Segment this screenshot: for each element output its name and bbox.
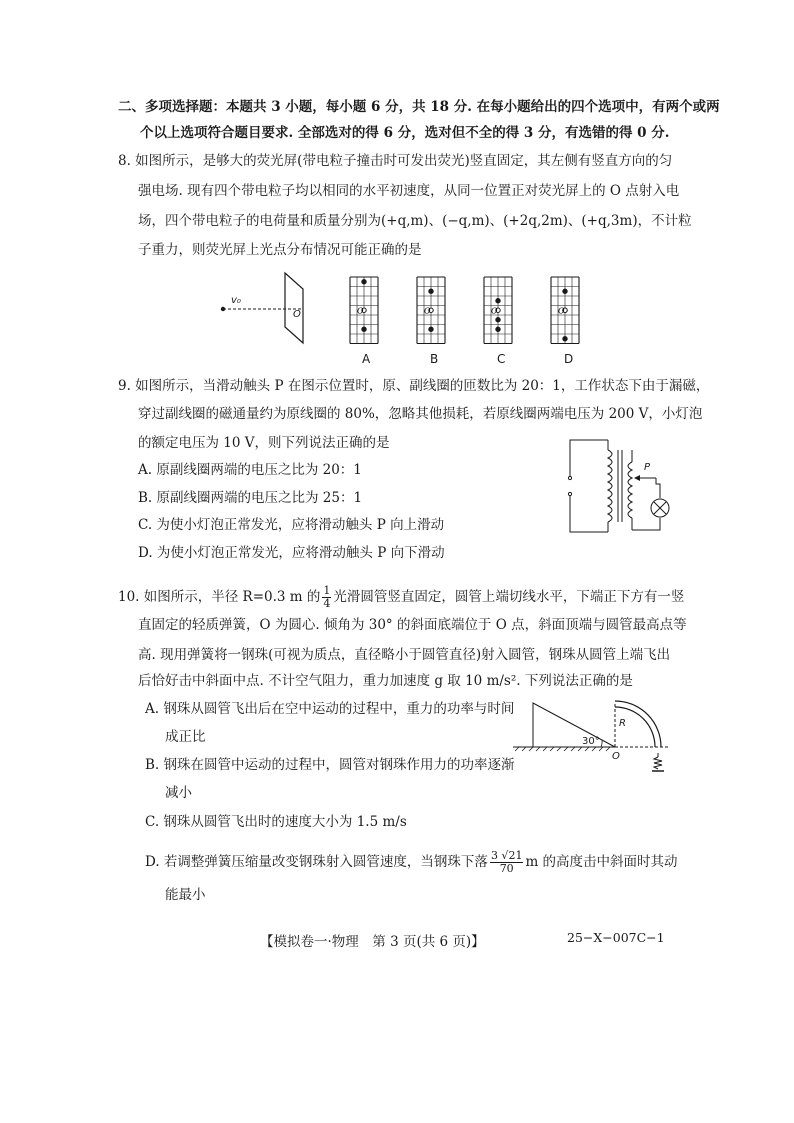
q10-option-c: C. 钢珠从圆管飞出时的速度大小为 1.5 m/s (145, 814, 407, 830)
q8-light-spot (429, 327, 433, 331)
q9-option-b: B. 原副线圈两端的电压之比为 25：1 (138, 490, 363, 506)
q8-line1: 8. 如图所示，是够大的荧光屏(带电粒子撞击时可发出荧光)竖直固定，其左侧有竖直方向的匀 (118, 153, 673, 169)
q8-light-spot (563, 289, 567, 293)
q10-angle-label: 30° (582, 736, 600, 747)
q9-option-c: C. 为使小灯泡正常发光，应将滑动触头 P 向上滑动 (138, 517, 445, 533)
q9-option-a: A. 原副线圈两端的电压之比为 20：1 (138, 462, 362, 478)
q10-option-a-line2: 成正比 (165, 729, 206, 745)
q10-frac-num: 1 (323, 584, 331, 597)
q8-option-grids (350, 277, 590, 347)
q8-light-spot (362, 280, 366, 284)
q10-quarter-fraction (322, 585, 331, 610)
q8-option-c-label: C (497, 352, 506, 366)
q9-transformer-figure (560, 432, 682, 540)
q9-line3: 的额定电压为 10 V，则下列说法正确的是 (138, 435, 390, 451)
q8-light-spot (429, 289, 433, 293)
q10-line1-a: 10. 如图所示，半径 R=0.3 m 的 (118, 589, 321, 605)
q9-option-d: D. 为使小灯泡正常发光，应将滑动触头 P 向下滑动 (138, 545, 445, 561)
q10-line1-b: 光滑圆管竖直固定，圆管上端切线水平，下端正下方有一竖 (333, 589, 685, 605)
q10-r-label: R (619, 718, 626, 729)
section-header-line1: 二、多项选择题：本题共 3 小题，每小题 6 分，共 18 分. 在每小题给出的四个选项中，有两个或两 (118, 99, 720, 115)
q8-grid-o-label: O (424, 306, 431, 316)
q8-line4: 子重力，则荧光屏上光点分布情况可能正确的是 (138, 242, 422, 258)
q10-frac-den: 4 (323, 597, 331, 610)
q10-optd-num: 3 √21 (490, 849, 523, 862)
q8-grid-o-label: O (491, 306, 498, 316)
q9-line2: 穿过副线圈的磁通量约为原线圈的 80%，忽略其他损耗，若原线圈两端电压为 200 V，小灯泡 (138, 406, 703, 422)
q8-screen-figure (215, 265, 315, 345)
q8-light-spot (496, 299, 500, 303)
q8-v0-label: v₀ (231, 295, 241, 306)
q10-optd-den: 70 (499, 862, 514, 875)
q9-line1: 9. 如图所示，当滑动触头 P 在图示位置时，原、副线圈的匝数比为 20：1，工作状态下由于漏磁， (118, 378, 710, 394)
footer-code: 25−X−007C−1 (567, 930, 665, 945)
q10-option-d-line2: 能最小 (165, 887, 206, 903)
section-header-line2: 个以上选项符合题目要求. 全部选对的得 6 分，选对但不全的得 3 分，有选错的得 0 分. (140, 125, 670, 141)
q8-grid-o-label: O (357, 306, 364, 316)
footer-title: 【模拟卷一·物理 第 3 页(共 6 页)】 (260, 934, 485, 950)
q8-option-a-label: A (362, 352, 371, 366)
q10-option-d-line1 (145, 850, 678, 875)
q8-grid-b (417, 277, 445, 344)
q10-option-b-line2: 减小 (165, 785, 192, 801)
q8-light-spot (362, 327, 366, 331)
q8-grid-c (484, 277, 512, 344)
q8-option-b-label: B (430, 352, 439, 366)
q8-grid-a (350, 277, 378, 344)
q8-o-label: O (293, 309, 301, 320)
q10-option-a-line1: A. 钢珠从圆管飞出后在空中运动的过程中，重力的功率与时间 (145, 701, 515, 717)
q8-light-spot (496, 327, 500, 331)
q10-option-d-b: m 的高度击中斜面时其动 (525, 854, 678, 870)
q10-option-b-line1: B. 钢珠在圆管中运动的过程中，圆管对钢珠作用力的功率逐渐 (145, 757, 515, 773)
q8-line3: 场，四个带电粒子的电荷量和质量分别为(+q,m)、(−q,m)、(+2q,2m)、(+q,3m)，不计粒 (138, 213, 692, 229)
q10-line1 (118, 585, 684, 610)
q8-grid-o-label: O (558, 306, 565, 316)
q10-option-d-fraction (490, 850, 524, 875)
q10-option-d-a: D. 若调整弹簧压缩量改变钢珠射入圆管速度，当钢珠下落 (145, 854, 488, 870)
q10-line4: 后恰好击中斜面中点. 不计空气阻力，重力加速度 g 取 10 m/s². 下列说法正确的是 (138, 673, 633, 689)
q8-option-d-label: D (564, 352, 574, 366)
q8-light-spot (563, 337, 567, 341)
q10-line2: 直固定的轻质弹簧，O 为圆心. 倾角为 30° 的斜面底端位于 O 点，斜面顶端与圆管最高点等 (138, 617, 687, 633)
q8-grid-d (551, 277, 579, 344)
q9-p-label: P (644, 462, 651, 473)
q8-light-spot (496, 318, 500, 322)
q8-line2: 强电场. 现有四个带电粒子均以相同的水平初速度，从同一位置正对荧光屏上的 O 点射入电 (138, 183, 680, 199)
q10-o-label: O (612, 751, 620, 762)
q10-line3: 高. 现用弹簧将一钢珠(可视为质点，直径略小于圆管直径)射入圆管，钢珠从圆管上端飞出 (138, 647, 671, 663)
